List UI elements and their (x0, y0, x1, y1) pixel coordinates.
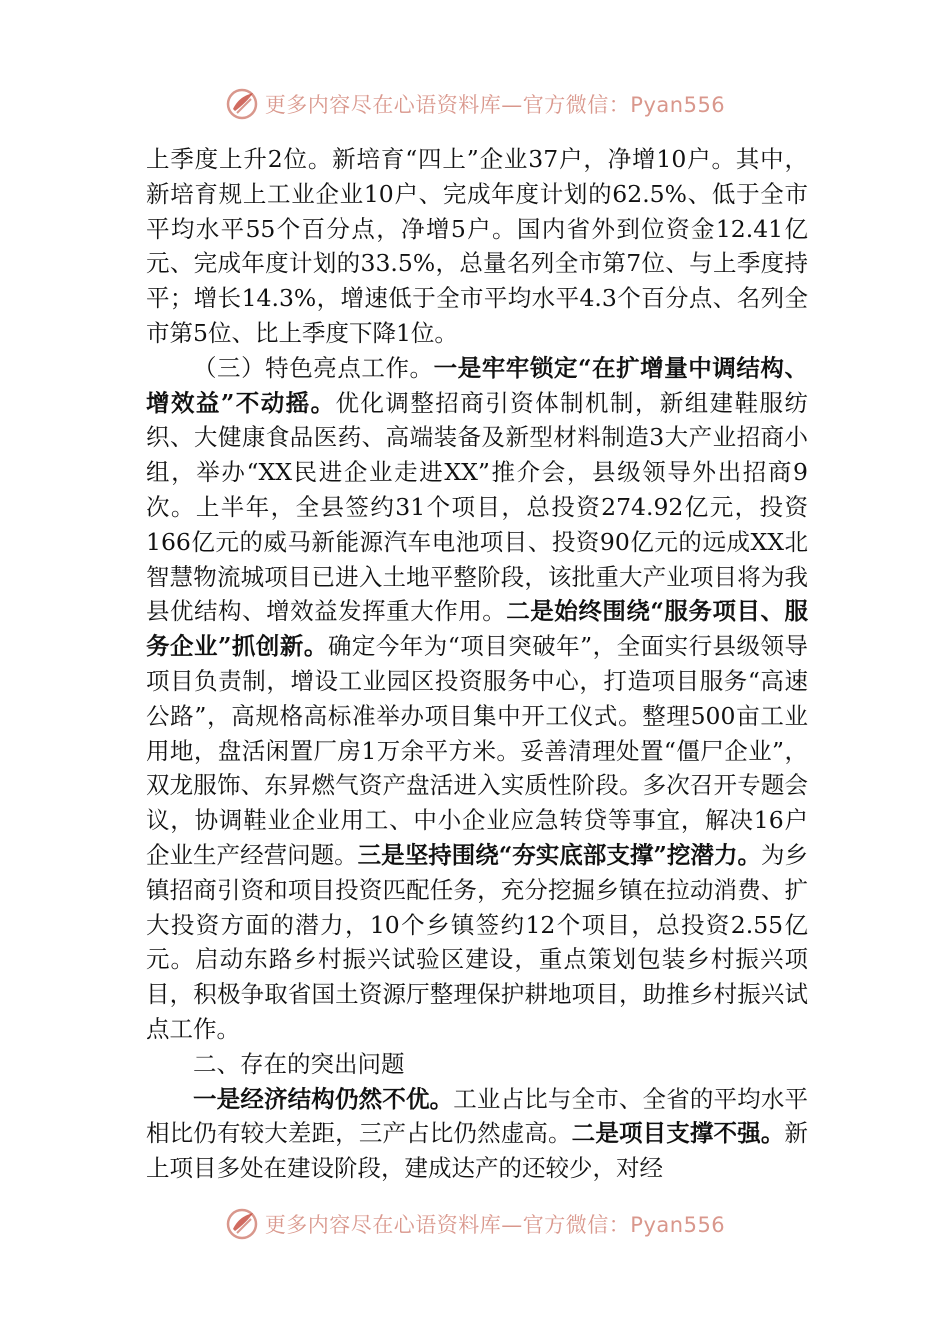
problem-1-title: 一是经济结构仍然不优。 (193, 1084, 454, 1113)
bold-point-2: 二是始终围绕“服务项目、服务企业”抓创新。 (146, 597, 808, 661)
text-point-1: 优化调整招商引资体制机制，新组建鞋服纺织、大健康食品医药、高端装备及新型材料制造3大产业招商小组，举办“XX民进企业走进XX”推介会，县级领导外出招商9次。上半年，全县签约31个项目，总投资274.92亿元，投资166亿元的威马新能源汽车电池项目、投资90亿元的远成XX北智慧物流城项目已进入土地平整阶段，该批重大产业项目将为我县优结构、增效益发挥重大作用。 (146, 388, 808, 626)
section-heading-3: （三）特色亮点工作。 (193, 353, 434, 382)
header-watermark-text: 更多内容尽在心语资料库—官方微信：Pyan556 (264, 93, 726, 117)
footer-watermark-text: 更多内容尽在心语资料库—官方微信：Pyan556 (264, 1213, 726, 1237)
text-point-2: 确定今年为“项目突破年”，全面实行县级领导项目负责制，增设工业园区投资服务中心，打造项目服务“高速公路”，高规格高标准举办项目集中开工仪式。整理500亩工业用地，盘活闲置厂房1万余平方米。妥善清理处置“僵尸企业”，双龙服饰、东昇燃气资产盘活进入实质性阶段。多次召开专题会议，协调鞋业企业用工、中小企业应急转贷等事宜，解决16户企业生产经营问题。 (146, 632, 808, 869)
problem-2-title: 二是项目支撑不强。 (571, 1119, 785, 1148)
header-watermark (0, 84, 950, 124)
footer-watermark (0, 1204, 950, 1244)
text-point-3: 为乡镇招商引资和项目投资匹配任务，充分挖掘乡镇在拉动消费、扩大投资方面的潜力，10个乡镇签约12个项目，总投资2.55亿元。启动东路乡村振兴试验区建设，重点策划包装乡村振兴项目，积极争取省国土资源厅整理保护耕地项目，助推乡村振兴试点工作。 (146, 840, 809, 1043)
logo-icon (225, 87, 259, 121)
problem-1-text: 工业占比与全市、全省的平均水平相比仍有较大差距，三产占比仍然虚高。 (146, 1084, 809, 1148)
logo-icon (225, 1207, 259, 1241)
paragraph-2 (146, 351, 808, 1047)
paragraph-3 (146, 1082, 808, 1186)
document-body (146, 142, 808, 1186)
problem-2-text: 新上项目多处在建设阶段，建成达产的还较少，对经 (146, 1119, 809, 1183)
bold-point-3: 三是坚持围绕“夯实底部支撑”挖潜力。 (357, 840, 761, 869)
paragraph-1: 上季度上升2位。新培育“四上”企业37户，净增10户。其中，新培育规上工业企业10户、完成年度计划的62.5%、低于全市平均水平55个百分点，净增5户。国内省外到位资金12.41亿元、完成年度计划的33.5%，总量名列全市第7位、与上季度持平；增长14.3%，增速低于全市平均水平4.3个百分点、名列全市第5位、比上季度下降1位。 (146, 145, 808, 347)
bold-point-1: 一是牢牢锁定“在扩增量中调结构、增效益”不动摇。 (146, 353, 808, 417)
section-heading-2: 二、存在的突出问题 (193, 1049, 405, 1078)
